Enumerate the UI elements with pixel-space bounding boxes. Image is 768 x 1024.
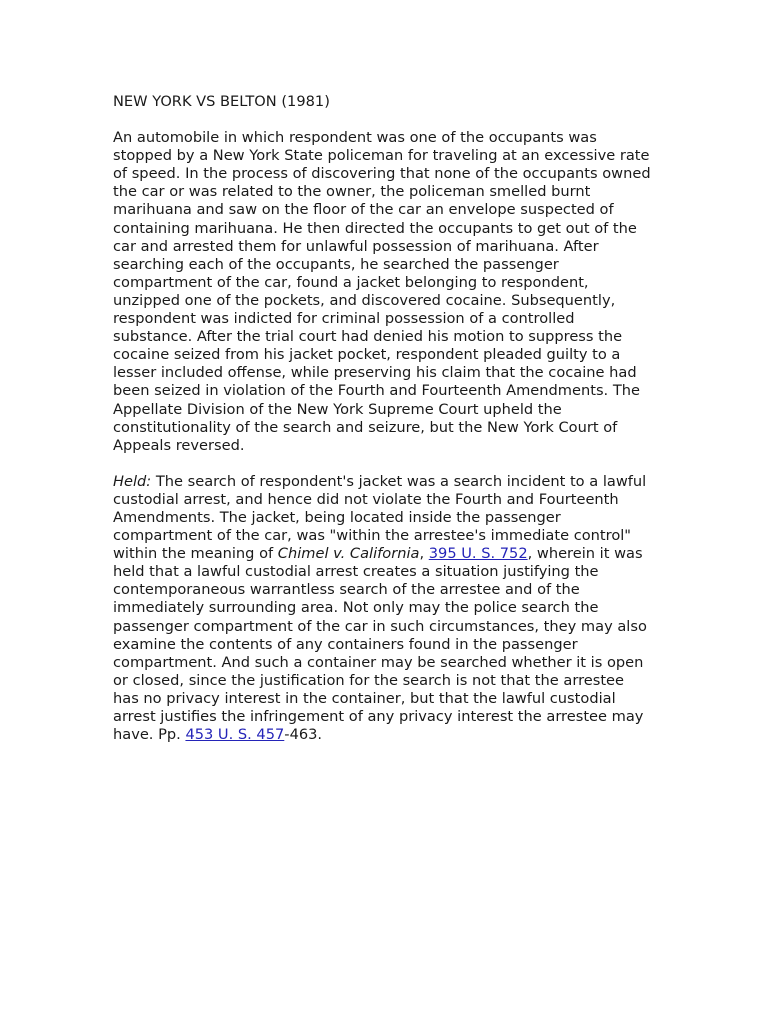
citation-link-395-us-752[interactable]: 395 U. S. 752 [428,545,528,563]
held-text-1: The search of respondent's jacket was a search incident to a lawful custodial arrest, and hence did not violate the Fourth and Fourteenth Amendments. The jacket, being located inside the passenger compartment of the car, was "within the arrestee's immediate control" within the meaning of [113,472,647,563]
held-text-2: , wherein it was held that a lawful custodial arrest creates a situation justifying the contemporaneous warrantless search of the arrestee and of the immediately surrounding area. Not only may the police search the passenger compartment of the car in such circumstances, they may also examine the contents of any containers found in the passenger compartment. And such a container may be searched whether it is open or closed, since the justification for the search is not that the arrestee has no privacy interest in the container, but that the lawful custodial arrest justifies the infringement of any privacy interest the arrestee may have. Pp. [113,545,647,744]
held-text-3: -463. [284,726,323,744]
case-name: Chimel v. California [277,545,420,563]
citation-link-453-us-457[interactable]: 453 U. S. 457 [185,726,285,744]
held-paragraph [113,473,653,744]
held-label: Held: [113,472,152,490]
held-separator: , [419,545,429,563]
facts-paragraph: An automobile in which respondent was one of the occupants was stopped by a New York State policeman for traveling at an excessive rate of speed. In the process of discovering that none of the occupants owned the car or was related to the owner, the policeman smelled burnt marihuana and saw on the floor of the car an envelope suspected of containing marihuana. He then directed the occupants to get out of the car and arrested them for unlawful possession of marihuana. After searching each of the occupants, he searched the passenger compartment of the car, found a jacket belonging to respondent, unzipped one of the pockets, and discovered cocaine. Subsequently, respondent was indicted for criminal possession of a controlled substance. After the trial court had denied his motion to suppress the cocaine seized from his jacket pocket, respondent pleaded guilty to a lesser included offense, while preserving his claim that the cocaine had been seized in violation of the Fourth and Fourteenth Amendments. The Appellate Division of the New York Supreme Court upheld the constitutionality of the search and seizure, but the New York Court of Appeals reversed. [113,129,651,454]
document-title: NEW YORK VS BELTON (1981) [113,93,330,110]
document-page [113,93,653,762]
